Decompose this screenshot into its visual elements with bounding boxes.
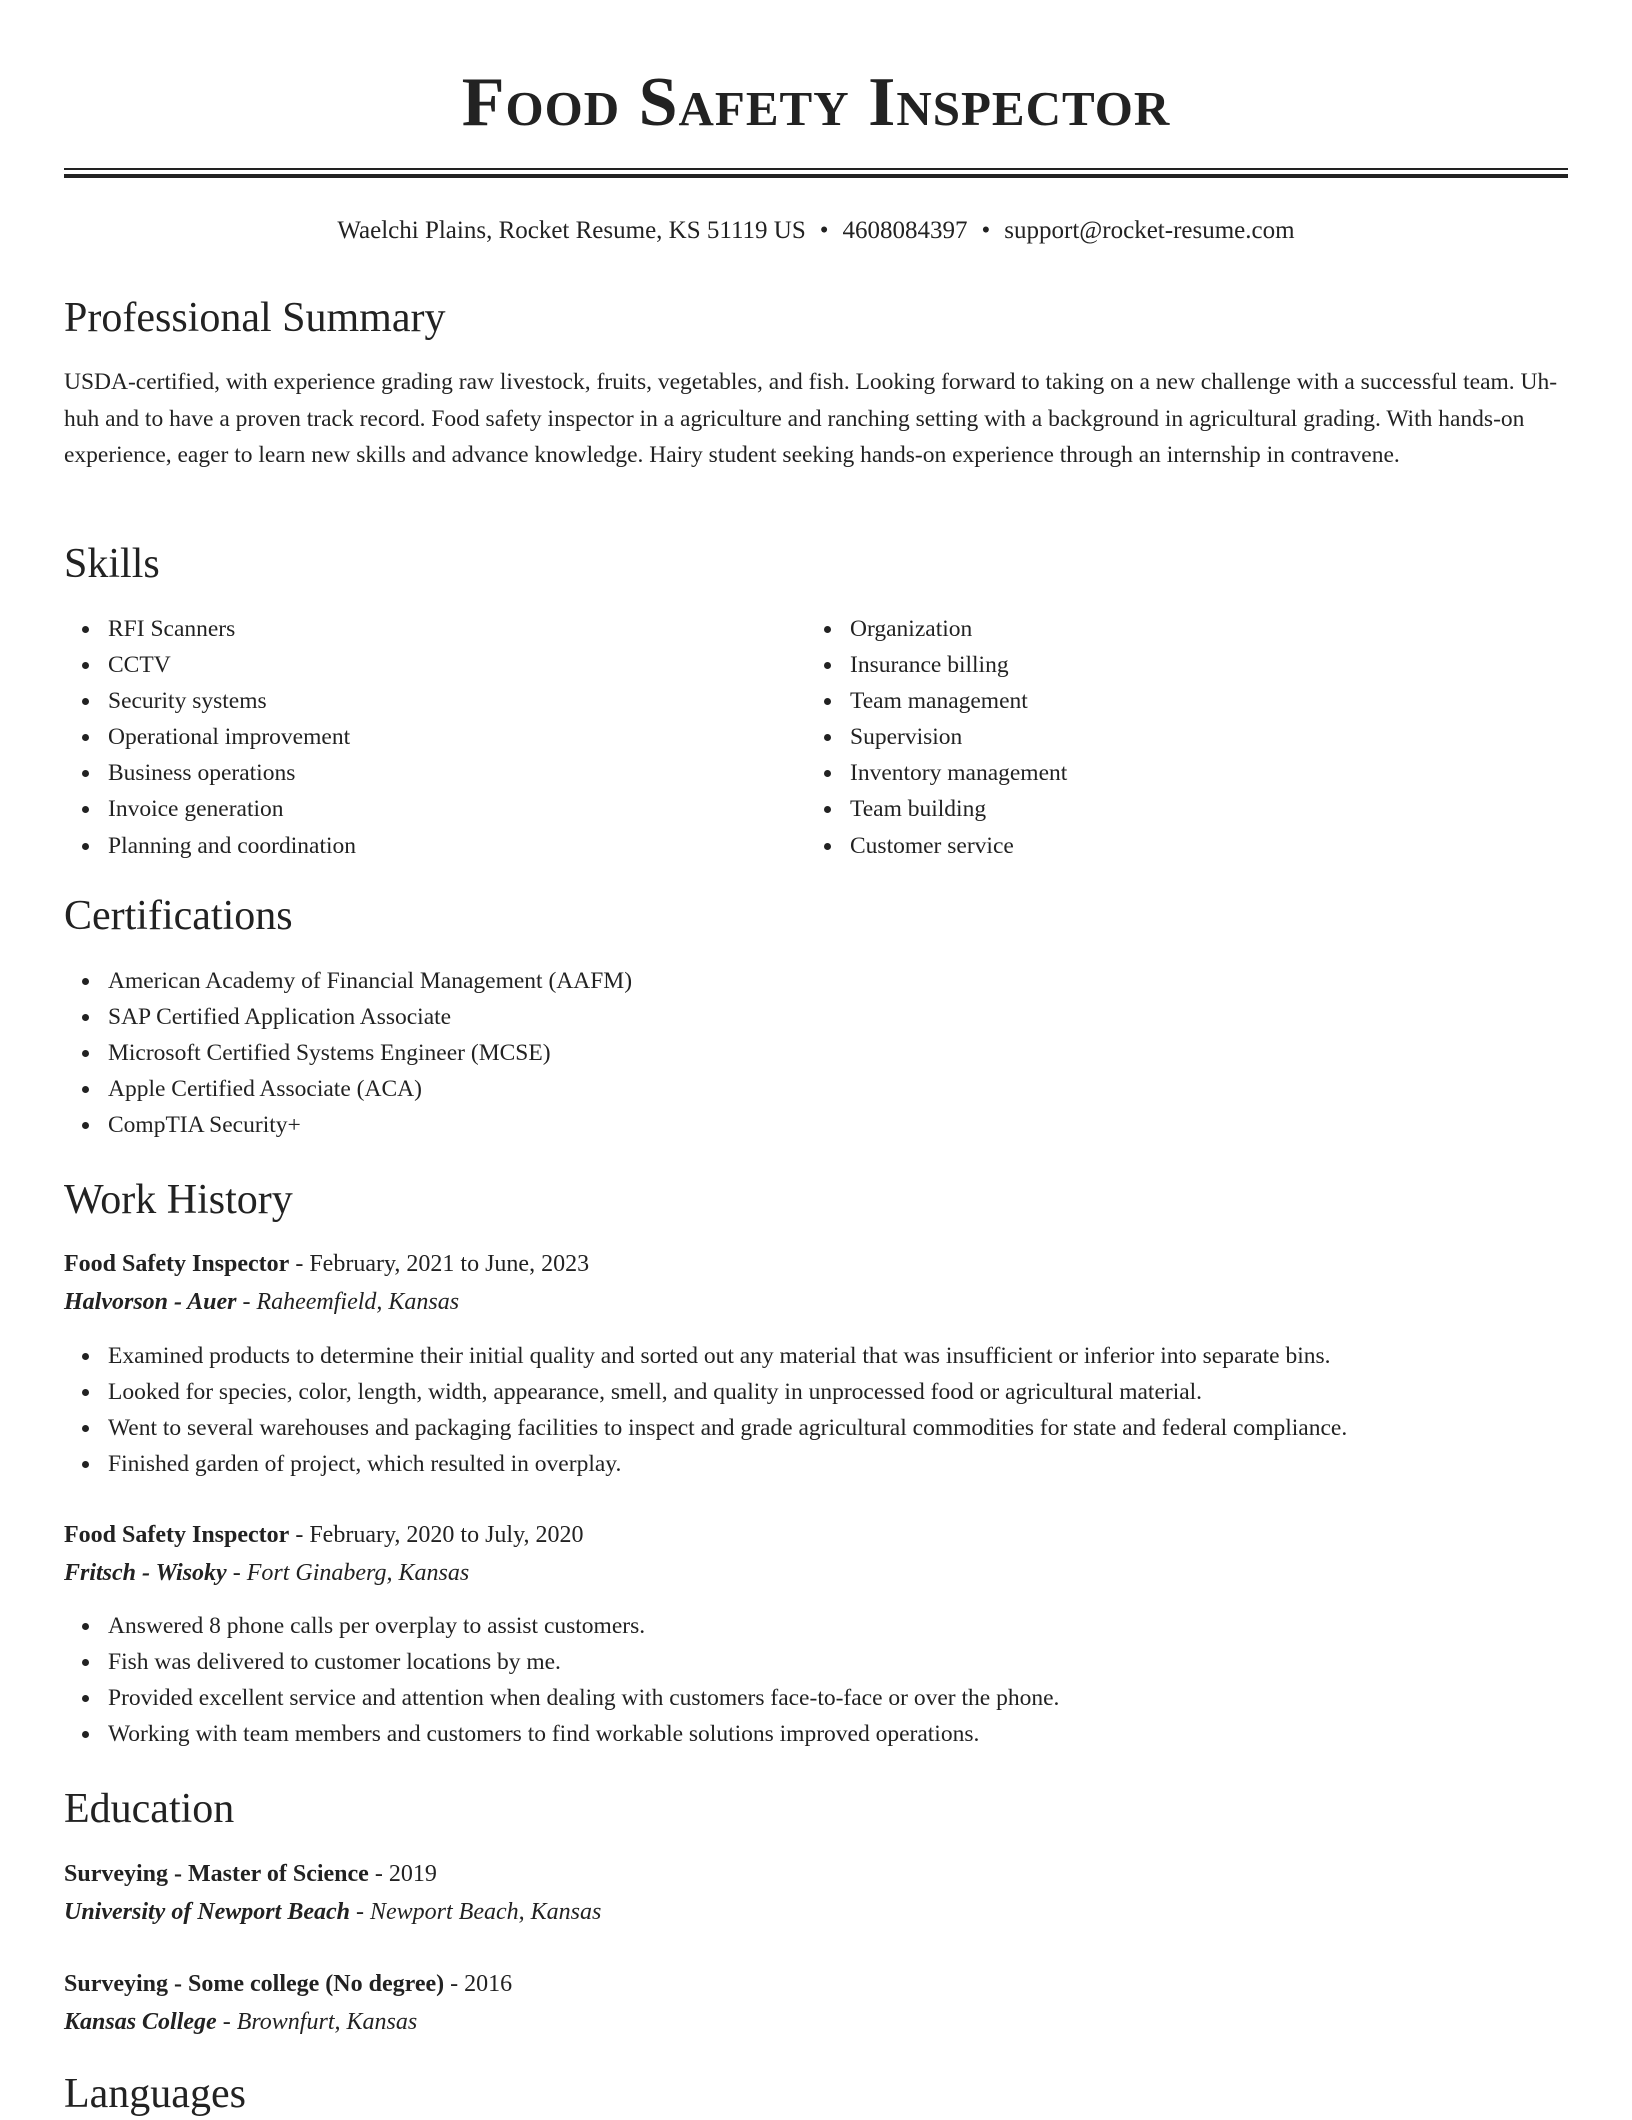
dash: -: [289, 1522, 310, 1548]
school-location: Newport Beach, Kansas: [369, 1899, 602, 1925]
summary-heading: Professional Summary: [64, 295, 446, 341]
resume-title: Food Safety Inspector: [461, 64, 1171, 141]
certification-item: American Academy of Financial Management (AAFM): [64, 963, 1568, 999]
job-dates: February, 2020 to July, 2020: [309, 1522, 584, 1548]
job-bullet: Finished garden of project, which resulted in overplay.: [64, 1446, 1568, 1482]
certification-item: Microsoft Certified Systems Engineer (MCSE): [64, 1035, 1568, 1071]
contact-address: Waelchi Plains, Rocket Resume, KS 51119 US: [337, 217, 806, 244]
title-divider-thick: [64, 174, 1568, 178]
contact-separator: •: [819, 217, 829, 244]
degree: Surveying - Some college (No degree): [64, 1971, 445, 1997]
job-bullet: Looked for species, color, length, width, appearance, smell, and quality in unprocessed food or agricultural material.: [64, 1374, 1568, 1410]
job-bullet: Fish was delivered to customer locations by me.: [64, 1644, 1568, 1680]
job-title-line: [64, 1518, 1568, 1552]
certification-item: CompTIA Security+: [64, 1107, 1568, 1143]
school: University of Newport Beach: [64, 1899, 350, 1925]
education-heading: Education: [64, 1786, 235, 1832]
contact-line: [64, 214, 1568, 248]
summary-text: USDA-certified, with experience grading raw livestock, fruits, vegetables, and fish. Looking forward to taking on a new challenge with a successful team. Uh-huh and to have a proven track record. Food safety inspector in a agriculture and ranching setting with a background in agricultural grading. With hands-on experience, eager to learn new skills and advance knowledge. Hairy student seeking hands-on experience through an internship in contravene.: [64, 369, 1558, 468]
skill-item: Invoice generation: [64, 791, 764, 827]
education-entry: [64, 1967, 1568, 2039]
dash: -: [349, 1899, 370, 1925]
skill-item: CCTV: [64, 647, 764, 683]
job-title: Food Safety Inspector: [64, 1251, 290, 1277]
job-bullet: Working with team members and customers to find workable solutions improved operations.: [64, 1716, 1568, 1752]
job-company-line: [64, 1556, 1568, 1590]
skill-item: RFI Scanners: [64, 611, 764, 647]
dash: -: [368, 1861, 389, 1887]
education-entry: [64, 1857, 1568, 1929]
dash: -: [289, 1251, 310, 1277]
certifications-heading: Certifications: [64, 893, 293, 939]
degree: Surveying - Master of Science: [64, 1861, 369, 1887]
skill-item: Customer service: [806, 828, 1506, 864]
skill-item: Insurance billing: [806, 647, 1506, 683]
dash: -: [236, 1289, 257, 1315]
skill-item: Business operations: [64, 755, 764, 791]
dash: -: [226, 1560, 247, 1586]
skill-item: Team management: [806, 683, 1506, 719]
job-entry: [64, 1518, 1568, 1590]
skills-list-right: [806, 611, 1506, 864]
school: Kansas College: [64, 2009, 217, 2035]
job-company: Halvorson - Auer: [64, 1289, 237, 1315]
contact-email: support@rocket-resume.com: [1004, 217, 1295, 244]
dash: -: [444, 1971, 465, 1997]
dash: -: [216, 2009, 237, 2035]
contact-separator: •: [981, 217, 991, 244]
skill-item: Operational improvement: [64, 719, 764, 755]
contact-phone: 4608084397: [842, 217, 968, 244]
job-location: Raheemfield, Kansas: [256, 1289, 460, 1315]
job-company: Fritsch - Wisoky: [64, 1560, 227, 1586]
job-entry: [64, 1247, 1568, 1319]
school-line: [64, 1895, 1568, 1929]
skill-item: Inventory management: [806, 755, 1506, 791]
job-title: Food Safety Inspector: [64, 1522, 290, 1548]
degree-line: [64, 1857, 1568, 1891]
job-bullet: Provided excellent service and attention when dealing with customers face-to-face or over the phone.: [64, 1680, 1568, 1716]
skill-item: Team building: [806, 791, 1506, 827]
degree-year: 2019: [388, 1861, 437, 1887]
skill-item: Planning and coordination: [64, 828, 764, 864]
skill-item: Supervision: [806, 719, 1506, 755]
job-bullets: [64, 1608, 1568, 1752]
degree-year: 2016: [464, 1971, 513, 1997]
skill-item: Security systems: [64, 683, 764, 719]
work-history-heading: Work History: [64, 1177, 293, 1223]
languages-heading: Languages: [64, 2071, 246, 2117]
job-company-line: [64, 1285, 1568, 1319]
job-bullet: Answered 8 phone calls per overplay to assist customers.: [64, 1608, 1568, 1644]
school-line: [64, 2005, 1568, 2039]
degree-line: [64, 1967, 1568, 2001]
job-bullet: Examined products to determine their initial quality and sorted out any material that was insufficient or inferior into separate bins.: [64, 1338, 1568, 1374]
job-location: Fort Ginaberg, Kansas: [246, 1560, 470, 1586]
skills-heading: Skills: [64, 541, 160, 587]
skill-item: Organization: [806, 611, 1506, 647]
school-location: Brownfurt, Kansas: [236, 2009, 418, 2035]
certification-item: SAP Certified Application Associate: [64, 999, 1568, 1035]
title-divider-thin: [64, 168, 1568, 170]
job-title-line: [64, 1247, 1568, 1281]
skills-list-left: [64, 611, 764, 864]
job-dates: February, 2021 to June, 2023: [309, 1251, 590, 1277]
job-bullets: [64, 1338, 1568, 1482]
job-bullet: Went to several warehouses and packaging facilities to inspect and grade agricultural commodities for state and federal compliance.: [64, 1410, 1568, 1446]
certification-item: Apple Certified Associate (ACA): [64, 1071, 1568, 1107]
certifications-list: [64, 963, 1568, 1143]
